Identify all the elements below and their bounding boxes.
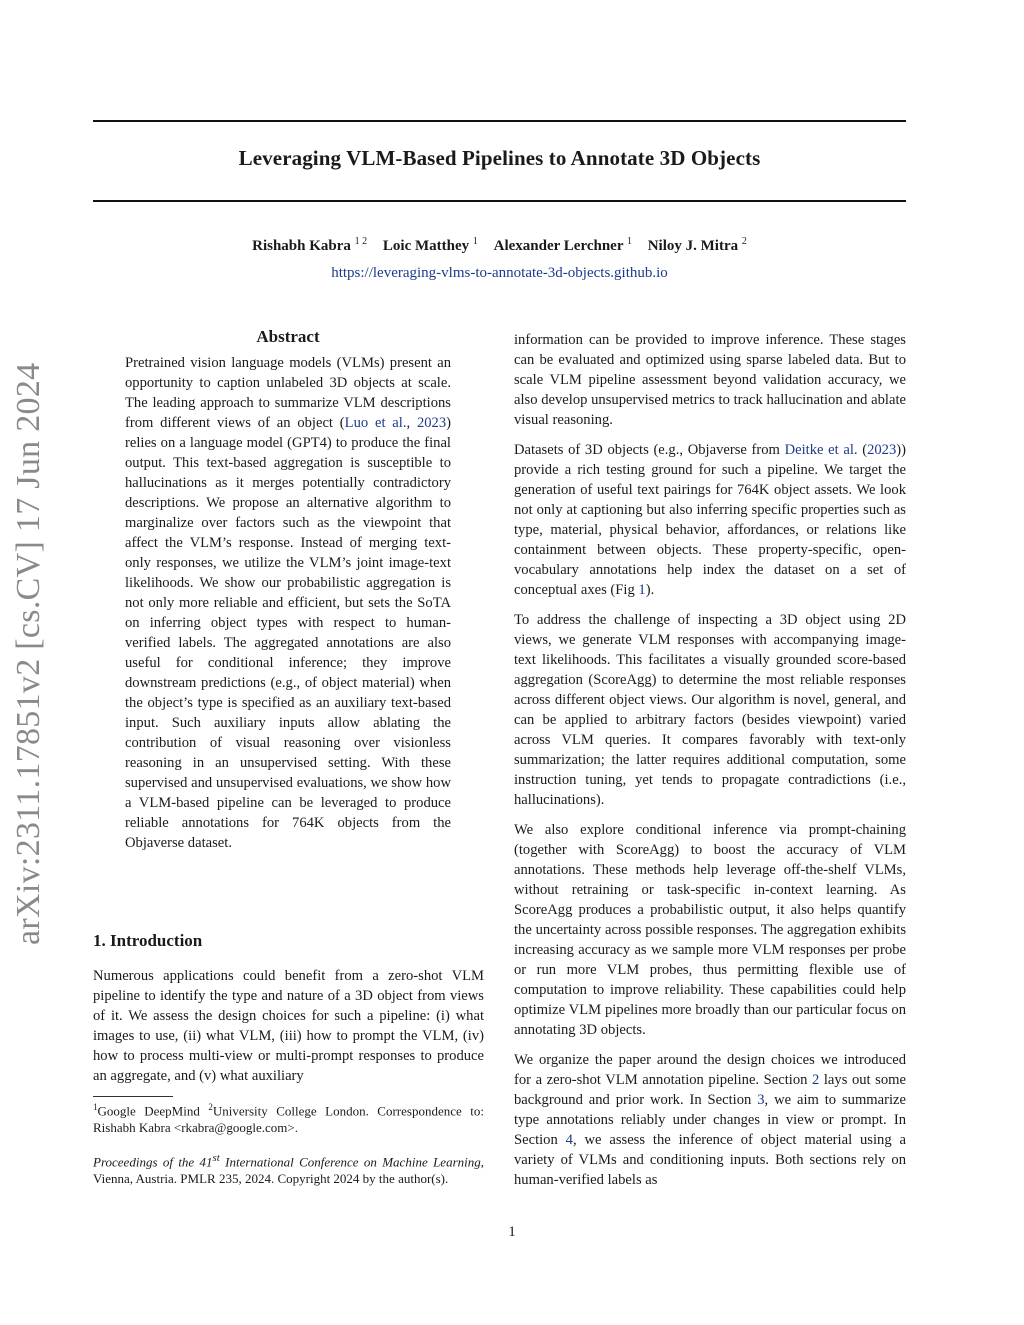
citation-deitke-author[interactable]: Deitke et al.: [784, 442, 858, 458]
paragraph: Datasets of 3D objects (e.g., Objaverse from Deitke et al. (2023)) provide a rich testing ground for such a pipeline. We target the generation of useful text pairings for 764K object assets. We look not only at captioning but also inferring specific properties such as type, material, physical behavior, affordances, or relations like containment between objects. These property-specific, open-vocabulary annotations help index the dataset on a set of conceptual axes (Fig 1).: [514, 442, 906, 598]
introduction-text-left: Numerous applications could benefit from a zero-shot VLM pipeline to identify the type and nature of a 3D object from views of it. We assess the design choices for such a pipeline: (i) what images to use, (ii) what VLM, (iii) how to prompt the VLM, (iv) how to process multi-view or multi-prompt responses to produce an aggregate, and (v) what auxiliary: [93, 968, 484, 1084]
section-3-link[interactable]: 3: [757, 1092, 765, 1108]
arxiv-identifier-stamp: arXiv:2311.17851v2 [cs.CV] 17 Jun 2024: [10, 362, 47, 945]
citation-luo-author[interactable]: Luo et al.: [344, 415, 407, 431]
figure-1-link[interactable]: 1: [638, 582, 646, 598]
title-rule-top: [93, 120, 906, 122]
page-number: 1: [508, 1224, 516, 1240]
introduction-heading: 1. Introduction: [93, 931, 203, 950]
author: Loic Matthey $^1$: [382, 236, 478, 254]
author-list: [93, 236, 906, 255]
author: Rishabh Kabra $^{1 2}$: [252, 236, 368, 254]
paper-title: Leveraging VLM-Based Pipelines to Annotate 3D Objects: [238, 146, 761, 170]
section-2-link[interactable]: 2: [812, 1072, 820, 1088]
citation-luo-year[interactable]: 2023: [416, 415, 447, 431]
abstract-heading: Abstract: [256, 327, 320, 346]
abstract-text: Pretrained vision language models (VLMs) present an opportunity to caption unlabeled 3D objects at scale. The leading approach to summarize VLM descriptions from different views of an object (Luo et al., 2023) relies on a language model (GPT4) to produce the final output. This text-based aggregation is susceptible to hallucinations as it merges potentially contradictory descriptions. We propose an alternative algorithm to marginalize over factors such as the viewpoint that affect the VLM’s response. Instead of merging text-only responses, we utilize the VLM’s joint image-text likelihoods. We show our probabilistic aggregation is not only more reliable and efficient, but sets the SoTA on inferring object types with respect to human-verified labels. The aggregated annotations are also useful for conditional inference; they improve downstream predictions (e.g., of object material) when the object’s type is specified as an auxiliary text-based input. Such auxiliary inputs allow ablating the contribution of visual reasoning over visionless reasoning in an unsupervised setting. With these supervised and unsupervised evaluations, we show how a VLM-based pipeline can be leveraged to produce reliable annotations for 764K objects from the Objaverse dataset.: [125, 355, 451, 851]
abstract-section: [125, 327, 451, 853]
affiliation-footnote: $^1$Google DeepMind $^2$University College London. Correspondence to: Rishabh Kabra <rkabra@google.com>.: [93, 1102, 484, 1136]
footnote-rule: [93, 1096, 173, 1097]
proceedings-note: Proceedings of the 41st International Conference on Machine Learning, Vienna, Austria. PMLR 235, 2024. Copyright 2024 by the author(s).: [93, 1152, 484, 1187]
author: Alexander Lerchner $^1$: [493, 236, 632, 254]
title-rule-bottom: [93, 200, 906, 202]
citation-deitke-year[interactable]: 2023: [867, 442, 897, 458]
paragraph: We also explore conditional inference via prompt-chaining (together with ScoreAgg) to boost the accuracy of VLM annotations. These methods help leverage off-the-shelf VLMs, without retraining or task-specific in-context learning. As ScoreAgg produces a probabilistic output, it also helps quantify the uncertainty across possible responses. The aggregation exhibits increasing accuracy as we sample more VLM responses per probe or run more VLM probes, thus permitting flexible use of computation to improve reliability. These capabilities could help optimize VLM pipelines more broadly than our particular focus on annotating 3D objects.: [514, 822, 906, 1038]
paragraph: information can be provided to improve inference. These stages can be evaluated and optimized using sparse labeled data. But to scale VLM pipeline assessment beyond validation accuracy, we also develop unsupervised metrics to track hallucination and ablate visual reasoning.: [514, 332, 906, 428]
project-url-link[interactable]: https://leveraging-vlms-to-annotate-3d-objects.github.io: [331, 265, 668, 281]
paragraph: To address the challenge of inspecting a 3D object using 2D views, we generate VLM responses with accompanying image-text likelihoods. This facilitates a visually grounded score-based aggregation (ScoreAgg) to determine the most reliable responses across different object views. Our algorithm is novel, general, and can be applied to arbitrary factors (besides viewpoint) varied across VLM queries. It compares favorably with text-only summarization; the latter requires additional computation, some instruction tuning, yet tends to propagate contradictions (i.e., hallucinations).: [514, 612, 906, 808]
author: Niloy J. Mitra $^2$: [647, 236, 747, 254]
introduction-text-right: [514, 330, 906, 1200]
paragraph: We organize the paper around the design choices we introduced for a zero-shot VLM annotation pipeline. Section 2 lays out some background and prior work. In Section 3, we aim to summarize type annotations reliably under changes in view or prompt. In Section 4, we assess the inference of object material using a variety of VLMs and conditioning inputs. Both sections rely on human-verified labels as: [514, 1052, 907, 1188]
section-4-link[interactable]: 4: [565, 1132, 573, 1148]
